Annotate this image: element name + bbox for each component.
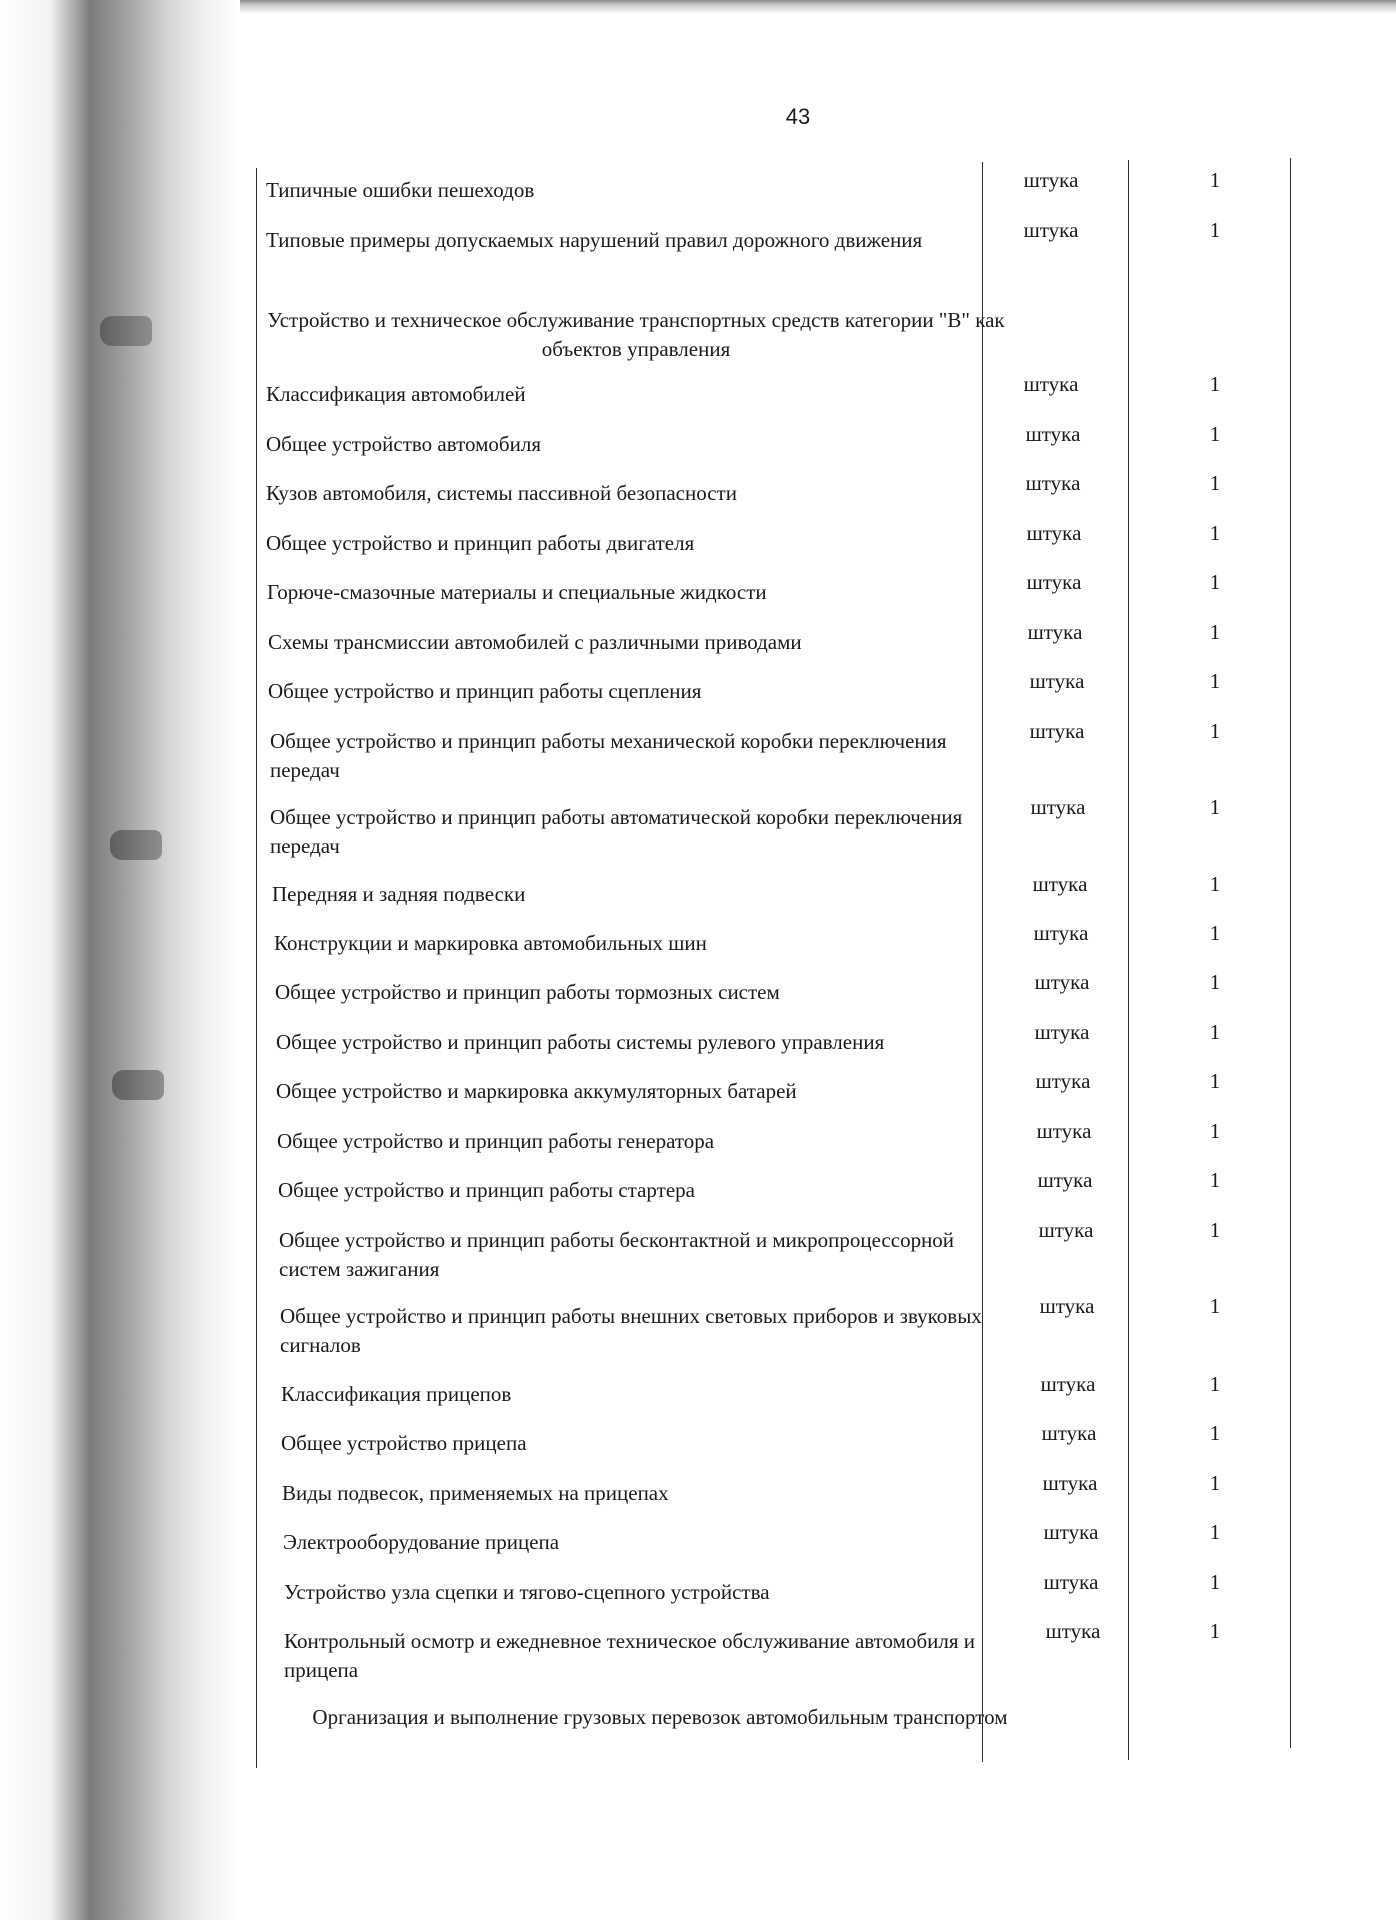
item-quantity: 1 [1209,872,1221,896]
item-unit: штука [1023,372,1079,396]
item-name: Общее устройство и принцип работы автоматической коробки переключения передач [270,805,963,858]
item-quantity: 1 [1209,921,1221,945]
item-quantity: 1 [1209,521,1221,545]
item-name: Горюче-смазочные материалы и специальные жидкости [267,580,767,604]
item-name: Электрооборудование прицепа [283,1530,560,1554]
item-unit: штука [1040,1372,1096,1396]
item-unit: штука [1034,970,1090,994]
item-quantity: 1 [1209,719,1221,743]
item-name: Типовые примеры допускаемых нарушений правил дорожного движения [266,228,923,252]
item-unit: штука [1029,669,1085,693]
item-unit: штука [1045,1619,1101,1643]
punch-hole [110,830,162,860]
item-unit: штука [1043,1570,1099,1594]
item-quantity: 1 [1209,1471,1221,1495]
item-unit: штука [1035,1069,1091,1093]
item-quantity: 1 [1209,1020,1221,1044]
column-divider-unit-qty [1128,160,1129,1760]
item-unit: штука [1027,620,1083,644]
item-quantity: 1 [1209,1218,1221,1242]
item-unit: штука [1030,795,1086,819]
item-name: Общее устройство и принцип работы бесконтактной и микропроцессорной систем зажигания [279,1228,955,1281]
table-border-left [256,168,257,1768]
punch-hole [112,1070,164,1100]
item-name: Общее устройство автомобиля [266,432,541,456]
item-unit: штука [1023,168,1079,192]
item-name: Классификация прицепов [281,1382,512,1406]
item-name: Типичные ошибки пешеходов [266,178,535,202]
item-quantity: 1 [1209,570,1221,594]
item-name: Схемы трансмиссии автомобилей с различными приводами [268,630,802,654]
item-unit: штука [1026,521,1082,545]
page-number: 43 [785,104,811,129]
item-unit: штука [1037,1168,1093,1192]
item-unit: штука [1034,1020,1090,1044]
item-unit: штука [1042,1471,1098,1495]
item-name: Виды подвесок, применяемых на прицепах [282,1481,669,1505]
item-quantity: 1 [1209,471,1221,495]
item-name: Общее устройство и принцип работы сцепления [268,679,702,703]
item-name: Конструкции и маркировка автомобильных шин [274,931,707,955]
item-quantity: 1 [1209,1619,1221,1643]
section-heading: Устройство и техническое обслуживание транспортных средств категории "B" как объектов управления [267,308,1005,361]
item-quantity: 1 [1209,1119,1221,1143]
item-name: Общее устройство и принцип работы двигателя [266,531,695,555]
item-unit: штука [1029,719,1085,743]
item-quantity: 1 [1209,795,1221,819]
item-unit: штука [1039,1294,1095,1318]
table-border-right [1290,158,1291,1748]
item-quantity: 1 [1209,669,1221,693]
item-quantity: 1 [1209,1421,1221,1445]
item-unit: штука [1025,422,1081,446]
item-unit: штука [1036,1119,1092,1143]
item-name: Устройство узла сцепки и тягово-сцепного устройства [284,1580,770,1604]
item-quantity: 1 [1209,620,1221,644]
item-name: Общее устройство и принцип работы системы рулевого управления [276,1030,885,1054]
punch-hole [100,316,152,346]
item-quantity: 1 [1209,1372,1221,1396]
item-name: Общее устройство и маркировка аккумуляторных батарей [276,1079,797,1103]
item-unit: штука [1026,570,1082,594]
section-heading: Организация и выполнение грузовых перевозок автомобильным транспортом [312,1705,1008,1729]
item-name: Кузов автомобиля, системы пассивной безопасности [266,481,737,505]
item-quantity: 1 [1209,1168,1221,1192]
item-name: Общее устройство и принцип работы внешних световых приборов и звуковых сигналов [280,1304,982,1357]
item-name: Общее устройство и принцип работы генератора [277,1129,715,1153]
item-quantity: 1 [1209,168,1221,192]
item-quantity: 1 [1209,218,1221,242]
item-unit: штука [1023,218,1079,242]
item-quantity: 1 [1209,1069,1221,1093]
item-quantity: 1 [1209,1570,1221,1594]
item-unit: штука [1025,471,1081,495]
item-quantity: 1 [1209,1520,1221,1544]
item-name: Передняя и задняя подвески [272,882,526,906]
item-unit: штука [1038,1218,1094,1242]
binding-shadow [0,0,240,1920]
item-name: Общее устройство прицепа [281,1431,527,1455]
item-name: Классификация автомобилей [266,382,526,406]
item-unit: штука [1033,921,1089,945]
item-unit: штука [1032,872,1088,896]
item-name: Общее устройство и принцип работы стартера [278,1178,695,1202]
item-quantity: 1 [1209,970,1221,994]
item-unit: штука [1043,1520,1099,1544]
item-quantity: 1 [1209,422,1221,446]
item-quantity: 1 [1209,372,1221,396]
item-name: Контрольный осмотр и ежедневное техническое обслуживание автомобиля и прицепа [284,1629,976,1682]
item-unit: штука [1041,1421,1097,1445]
item-name: Общее устройство и принцип работы механической коробки переключения передач [270,729,947,782]
item-name: Общее устройство и принцип работы тормозных систем [275,980,780,1004]
item-quantity: 1 [1209,1294,1221,1318]
